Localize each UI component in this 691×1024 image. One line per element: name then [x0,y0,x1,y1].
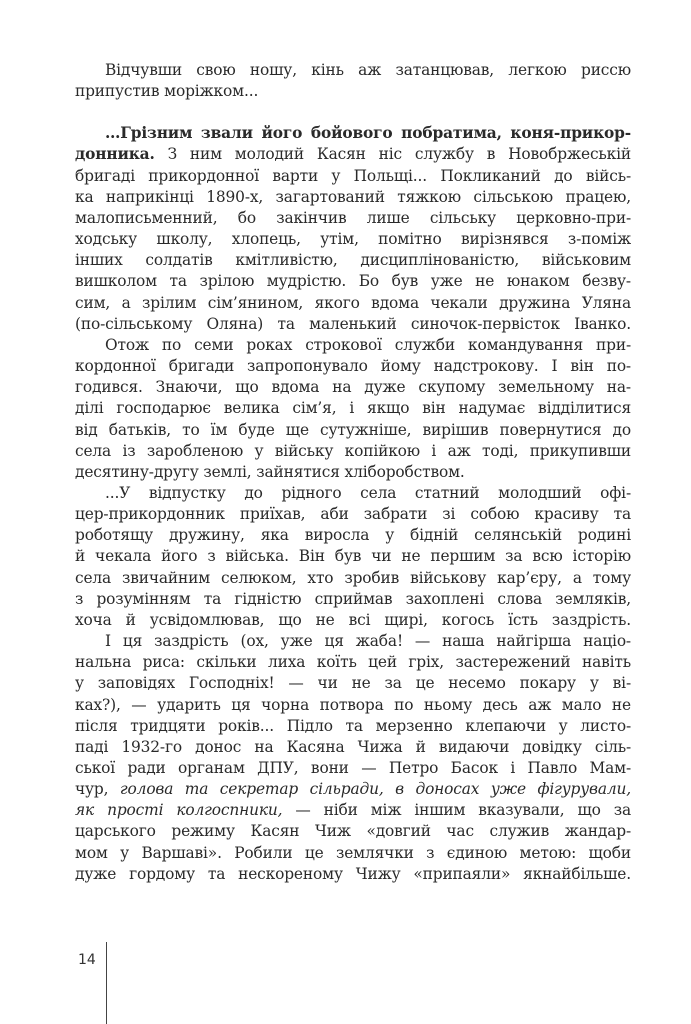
text-line: роботящу дружину, яка виросла у бідній селянській родині [75,526,631,545]
text-line: ської ради органам ДПУ, вони — Петро Басок і Павло Мам- [75,759,631,777]
paragraph-1 [75,60,631,102]
text-line-mixed [75,144,631,165]
text-line: ділі господарює велика сім’я, і якщо він надумає відділитися [75,399,631,418]
text-line: царського режиму Касян Чиж «довгий час служив жандар- [75,822,631,841]
text-line: мом у Варшаві». Робили це землячки з єдиною метою: щоби [75,843,631,862]
text-line: від батьків, то їм буде ще сутужніше, вирішив повернутися до [75,420,631,439]
text-line: ...У відпустку до рідного села статний молодший офі- [105,483,631,502]
text-line-bold: …Грізним звали його бойового побратима, коня-прикор- [105,124,631,143]
paragraph-4 [75,483,631,631]
text-line-mixed [75,800,631,821]
text-line: цер-прикордонник приїхав, аби забрати зі собою красиву та [75,505,631,524]
text-run: чур, [75,780,120,799]
text-run: З ним молодий Касян ніс службу в Новобржеській [154,145,631,164]
paragraph-3 [75,335,631,483]
text-line: ка наприкінці 1890-х, загартований тяжкою сільською працею, [75,187,631,206]
text-line: села із заробленою у війську копійкою і аж тоді, прикупивши [75,441,631,460]
text-line: ходську школу, хлопець, утім, помітно вирізнявся з-поміж [75,230,631,249]
text-line: І ця заздрість (ох, уже ця жаба! — наша найгірша націо- [105,632,631,651]
text-line: бригаді прикордонної варти у Польщі... Покликаний до війсь- [75,166,631,185]
paragraph-5 [75,631,631,885]
text-line: Відчувши свою ношу, кінь аж затанцював, легкою риссю [105,61,631,79]
text-line: паді 1932-го донос на Касяна Чижа й видаючи довідку сіль- [75,737,631,756]
text-line: інших солдатів кмітливістю, дисциплінованістю, військовим [75,251,631,270]
text-line: у заповідях Господніх! — чи не за це несемо покару у ві- [75,674,631,693]
page-number: 14 [78,952,96,968]
bold-run: донника. [75,145,155,164]
text-line: села звичайним селюком, хто зробив військову кар’єру, а тому [75,568,631,587]
text-line: малописьменний, бо закінчив лише сільську церковно-при- [75,208,631,227]
text-line-mixed [75,779,631,800]
text-line: й чекала його з війська. Він був чи не першим за всю історію [75,547,631,566]
italic-run: голова та секретар сільради, в доносах уже фігурували, [119,780,632,799]
text-line: хоча й усвідомлював, що не всі щирі, когось їсть заздрість. [75,610,631,629]
text-line: після тридцяти років... Підло та мерзенно клепаючи у листо- [75,716,631,735]
page-margin-rule [106,942,107,1024]
text-line: кордонної бригади запропонувало йому надстрокову. І він по- [75,357,631,376]
text-line: дуже гордому та нескореному Чижу «припаяли» якнайбільше. [75,864,631,883]
text-line: (по-сільському Оляна) та маленький синочок-первісток Іванко. [75,314,631,333]
text-line: десятину-другу землі, зайнятися хліборобством. [75,462,465,481]
page-body [75,60,631,885]
text-run: — ніби між іншим вказували, що за [282,801,631,820]
paragraph-2 [75,123,631,335]
paragraph-gap [75,102,631,123]
text-line: сим, а зрілим сім’янином, якого вдома чекали дружина Уляна [75,293,631,312]
text-line: Отож по семи роках строкової служби командування при- [105,335,631,354]
text-line: вишколом та зрілою мудрістю. Бо був уже не юнаком безву- [75,272,631,291]
text-line: годився. Знаючи, що вдома на дуже скупому земельному на- [75,378,631,397]
text-line: з розумінням та гідністю сприймав захоплені слова земляків, [75,589,631,608]
italic-run: як прості колгоспники, [75,801,283,820]
text-line: нальна риса: скільки лиха коїть цей гріх, застережений навіть [75,653,631,672]
text-line: припустив моріжком... [75,82,259,101]
text-line: ках?), — ударить ця чорна потвора по ньому десь аж мало не [75,695,631,714]
